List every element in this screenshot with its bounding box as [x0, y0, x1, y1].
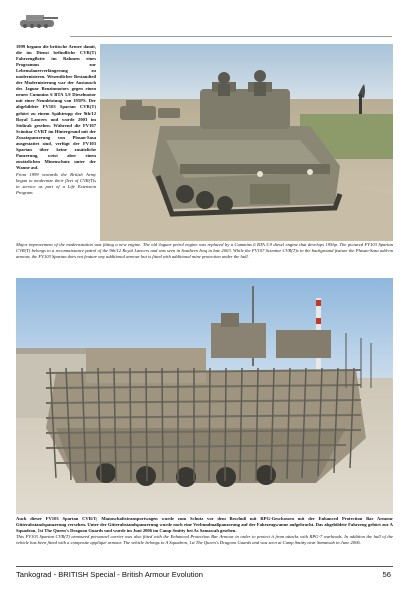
german-paragraph: 1999 begann die britische Armee damit, die im Dienst befindliche CVR(T) Fahrzeugflotte im Rahmen eines Programms zur Lebensdauerverlängerung zu modernisieren. Wesentlicher Bestandteil der Modernisierung war der Austausch des Jaguar Benzinmotors gegen einen neuen Cummins 6 BTA 5.9 Dieselmotor mit einer Nennleistung von 195PS. Der abgebildete FV103 Spartan CVR(T) gehört zu einem Spähtrupp der 9th/12 Royal Lancers und wurde 2003 im Südirak gesehen. Während die FV107 Scimitar CVRT im Hintergrund mit der Zusatzpanzerung von Plasan-Sasa ausgestattet sind, verfügt der FV103 Spartan über keine zusätzliche Panzerung, weist aber einen zusätzlichen Minenschutz unter der Wanne auf.	[16, 44, 96, 170]
caption2-german: Auch dieser FV103 Spartan CVR/T; Mannschaftstransportwagen wurde zum Schutz vor dem Beschuß mit RPG-Geschossen mit der Enhanced Protection Bar Armour Gitterabstandspanzerung versehen. Unter der Gitterabstandspanzerung wurde noch eine Verbundmaßpanzerung auf der Fahrzeugwanne aufgebracht. Das abgebildete Fahrzeug gehört zur A Squadron, 1st The Queen's Dragoon Guards und wurde im Juni 2006 im Camp Smitty bei As Samawah gesehen.	[16, 516, 393, 534]
photo-spartan-bar-armour-2006	[16, 278, 393, 514]
caption1-english: Major improvement of the modernization was fitting a new engine. The old Jaguar petrol engine was replaced by a Cummins 6 BTA 5.9 diesel engine that develops 195hp. The pictured FV103 Spartan CVR(T) belongs to a reconnaissance patrol of the 9th/12 Royal Lancers and was seen in Southern Iraq in late 2003. While the FV107 Scimitar CVR(T)s in the background feature the Plasan-Sasa add-on armour, the FV103 Spartan does not feature any additional armour but is fitted with additional mine protection under the hull.	[16, 242, 393, 260]
footer-title: Tankograd - BRITISH Special - British Armour Evolution	[16, 570, 203, 579]
photo-spartan-iraq-2003	[100, 44, 393, 241]
english-paragraph: From 1999 onwards the British Army began to modernize their fleet of CVR(T)s in service as part of a Life Extension Program.	[16, 171, 96, 196]
footer-rule	[16, 566, 393, 567]
caption2-english: This FV103 Spartan CVR(T) armoured personnel carrier was also fitted with the Enhanced Protection Bar Armour in order to protect it from attacks with RPG-7 warheads. In addition the hull of the vehicle has been fitted with a composite appliqué armour. The vehicle belongs to A Squadron, 1st The Queen's Dragoon Guards and was seen at Camp Smitty near Samawah in June 2006.	[16, 534, 393, 546]
tank-logo-icon	[16, 8, 60, 32]
caption-photo-1	[16, 242, 393, 260]
caption-photo-2	[16, 516, 393, 546]
side-column-text	[16, 44, 96, 197]
page-number: 56	[382, 570, 391, 579]
page-header	[0, 0, 409, 40]
header-rule	[70, 36, 392, 37]
